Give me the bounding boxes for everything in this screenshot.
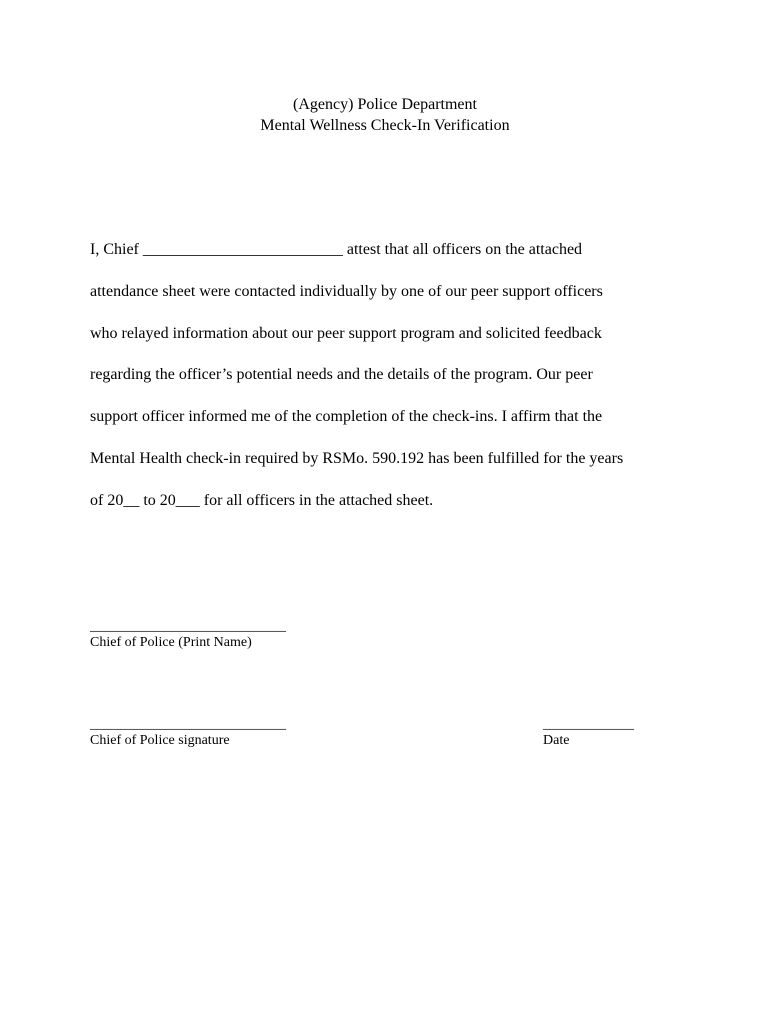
paragraph-line: I, Chief _________________________ attest that all officers on the attached xyxy=(90,241,583,258)
paragraph-line: attendance sheet were contacted individually by one of our peer support officers xyxy=(90,282,603,300)
paragraph-line: support officer informed me of the completion of the check-ins. I affirm that the xyxy=(90,408,603,426)
department-name: (Agency) Police Department xyxy=(293,96,477,113)
paragraph-line: of 20__ to 20___ for all officers in the attached sheet. xyxy=(90,491,434,509)
date-block xyxy=(543,718,634,750)
document-header xyxy=(0,94,770,136)
paragraph-line: Mental Health check-in required by RSMo. 590.192 has been fulfilled for the years xyxy=(90,449,624,467)
signature-block xyxy=(90,718,286,750)
document-title: Mental Wellness Check-In Verification xyxy=(260,117,510,134)
date-label: Date xyxy=(543,733,570,748)
paragraph-line: who relayed information about our peer support program and solicited feedback xyxy=(90,324,602,342)
print-name-label: Chief of Police (Print Name) xyxy=(90,635,252,650)
signature-line: ____________________________ xyxy=(90,717,286,732)
date-line: _____________ xyxy=(543,717,634,732)
print-name-block xyxy=(90,620,286,652)
print-name-line: ____________________________ xyxy=(90,619,286,634)
signature-label: Chief of Police signature xyxy=(90,733,230,748)
paragraph-line: regarding the officer’s potential needs and the details of the program. Our peer xyxy=(90,366,593,384)
attestation-paragraph xyxy=(90,238,710,531)
